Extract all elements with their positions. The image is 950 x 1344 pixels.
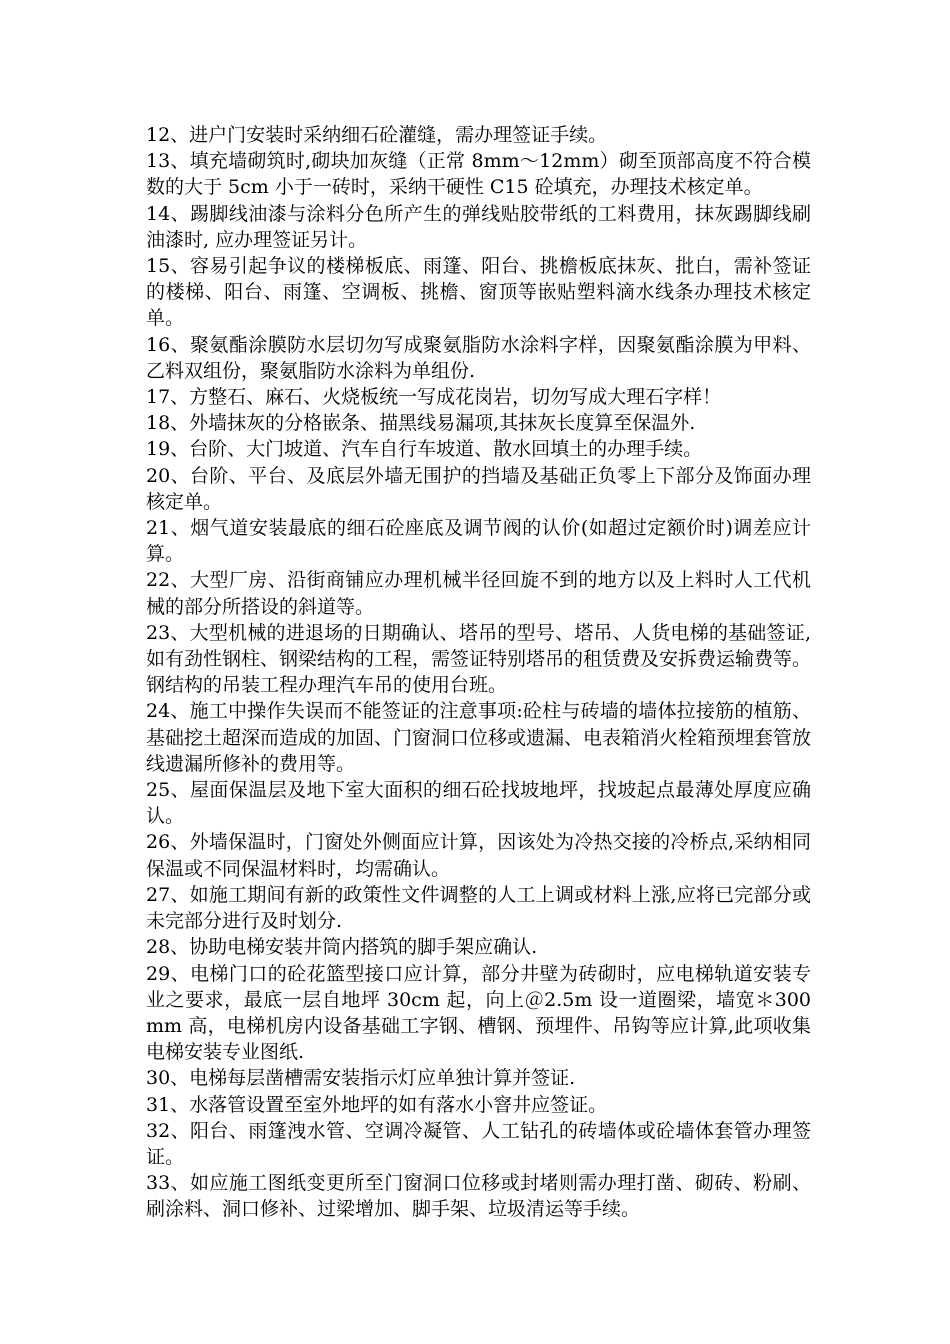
clause-21: 21、烟气道安装最底的细石砼座底及调节阀的认价(如超过定额价时)调差应计算。 [146,517,811,566]
clause-19: 19、台阶、大门坡道、汽车自行车坡道、散水回填土的办理手续。 [146,438,703,461]
clause-30: 30、电梯每层凿槽需安装指示灯应单独计算并签证. [146,1067,576,1090]
clause-27: 27、如施工期间有新的政策性文件调整的人工上调或材料上涨,应将已完部分或未完部分进行及时划分. [146,883,811,933]
clause-20: 20、台阶、平台、及底层外墙无围护的挡墙及基础正负零上下部分及饰面办理核定单。 [146,464,811,513]
clause-24: 24、施工中操作失误而不能签证的注意事项:砼柱与砖墙的墙体拉接筋的植筋、基础挖土超深而造成的加固、门窗洞口位移或遗漏、电表箱消火栓箱预埋套管放线遗漏所修补的费用等。 [146,700,812,775]
clause-22: 22、大型厂房、沿街商铺应办理机械半径回旋不到的地方以及上料时人工代机械的部分所搭设的斜道等。 [146,569,811,618]
clause-33: 33、如应施工图纸变更所至门窗洞口位移或封堵则需办理打凿、砌砖、粉刷、刷涂料、洞口修补、过梁增加、脚手架、垃圾清运等手续。 [146,1172,811,1221]
clause-13: 13、填充墙砌筑时,砌块加灰缝（正常 8mm～12mm）砌至顶部高度不符合模数的大于 5cm 小于一砖时，采纳干硬性 C15 砼填充，办理技术核定单。 [146,150,811,199]
clause-16: 16、聚氨酯涂膜防水层切勿写成聚氨脂防水涂料字样，因聚氨酯涂膜为甲料、乙料双组份，聚氨脂防水涂料为单组份. [146,333,811,382]
clause-31: 31、水落管设置至室外地坪的如有落水小窨井应签证。 [146,1093,608,1116]
clause-29: 29、电梯门口的砼花篮型接口应计算，部分井壁为砖砌时，应电梯轨道安装专业之要求，最底一层自地坪 30cm 起，向上＠2.5m 设一道圈梁，墙宽＊300mm 高，电梯机房内设备基础工字钢、槽钢、预埋件、吊钩等应计算,此项收集电梯安装专业图纸. [146,962,811,1064]
clause-17: 17、方整石、麻石、火烧板统一写成花岗岩，切勿写成大理石字样！ [146,386,722,409]
clause-32: 32、阳台、雨篷洩水管、空调冷凝管、人工钻孔的砖墙体或砼墙体套管办理签证。 [146,1119,811,1168]
clause-25: 25、屋面保温层及地下室大面积的细石砼找坡地坪，找坡起点最薄处厚度应确认。 [146,779,811,828]
clause-28: 28、协助电梯安装井筒内搭筑的脚手架应确认. [146,936,538,959]
document-body [146,122,811,1223]
clause-15: 15、容易引起争议的楼梯板底、雨篷、阳台、挑檐板底抹灰、批白，需补签证的楼梯、阳台、雨篷、空调板、挑檐、窗顶等嵌贴塑料滴水线条办理技术核定单。 [146,255,811,330]
clause-14: 14、踢脚线油漆与涂料分色所产生的弹线贴胶带纸的工料费用，抹灰踢脚线刷油漆时, 应办理签证另计。 [146,202,811,251]
clause-18: 18、外墙抹灰的分格嵌条、描黑线易漏项,其抹灰长度算至保温外. [146,412,696,435]
clause-23: 23、大型机械的进退场的日期确认、塔吊的型号、塔吊、人货电梯的基础签证,如有劲性钢柱、钢梁结构的工程，需签证特别塔吊的租赁费及安拆费运输费等。钢结构的吊装工程办理汽车吊的使用台班。 [146,621,812,697]
clause-12: 12、进户门安装时采纳细石砼灌缝，需办理签证手续。 [146,124,608,146]
clause-26: 26、外墙保温时，门窗处外侧面应计算，因该处为冷热交接的冷桥点,采纳相同保温或不同保温材料时，均需确认。 [146,831,811,880]
